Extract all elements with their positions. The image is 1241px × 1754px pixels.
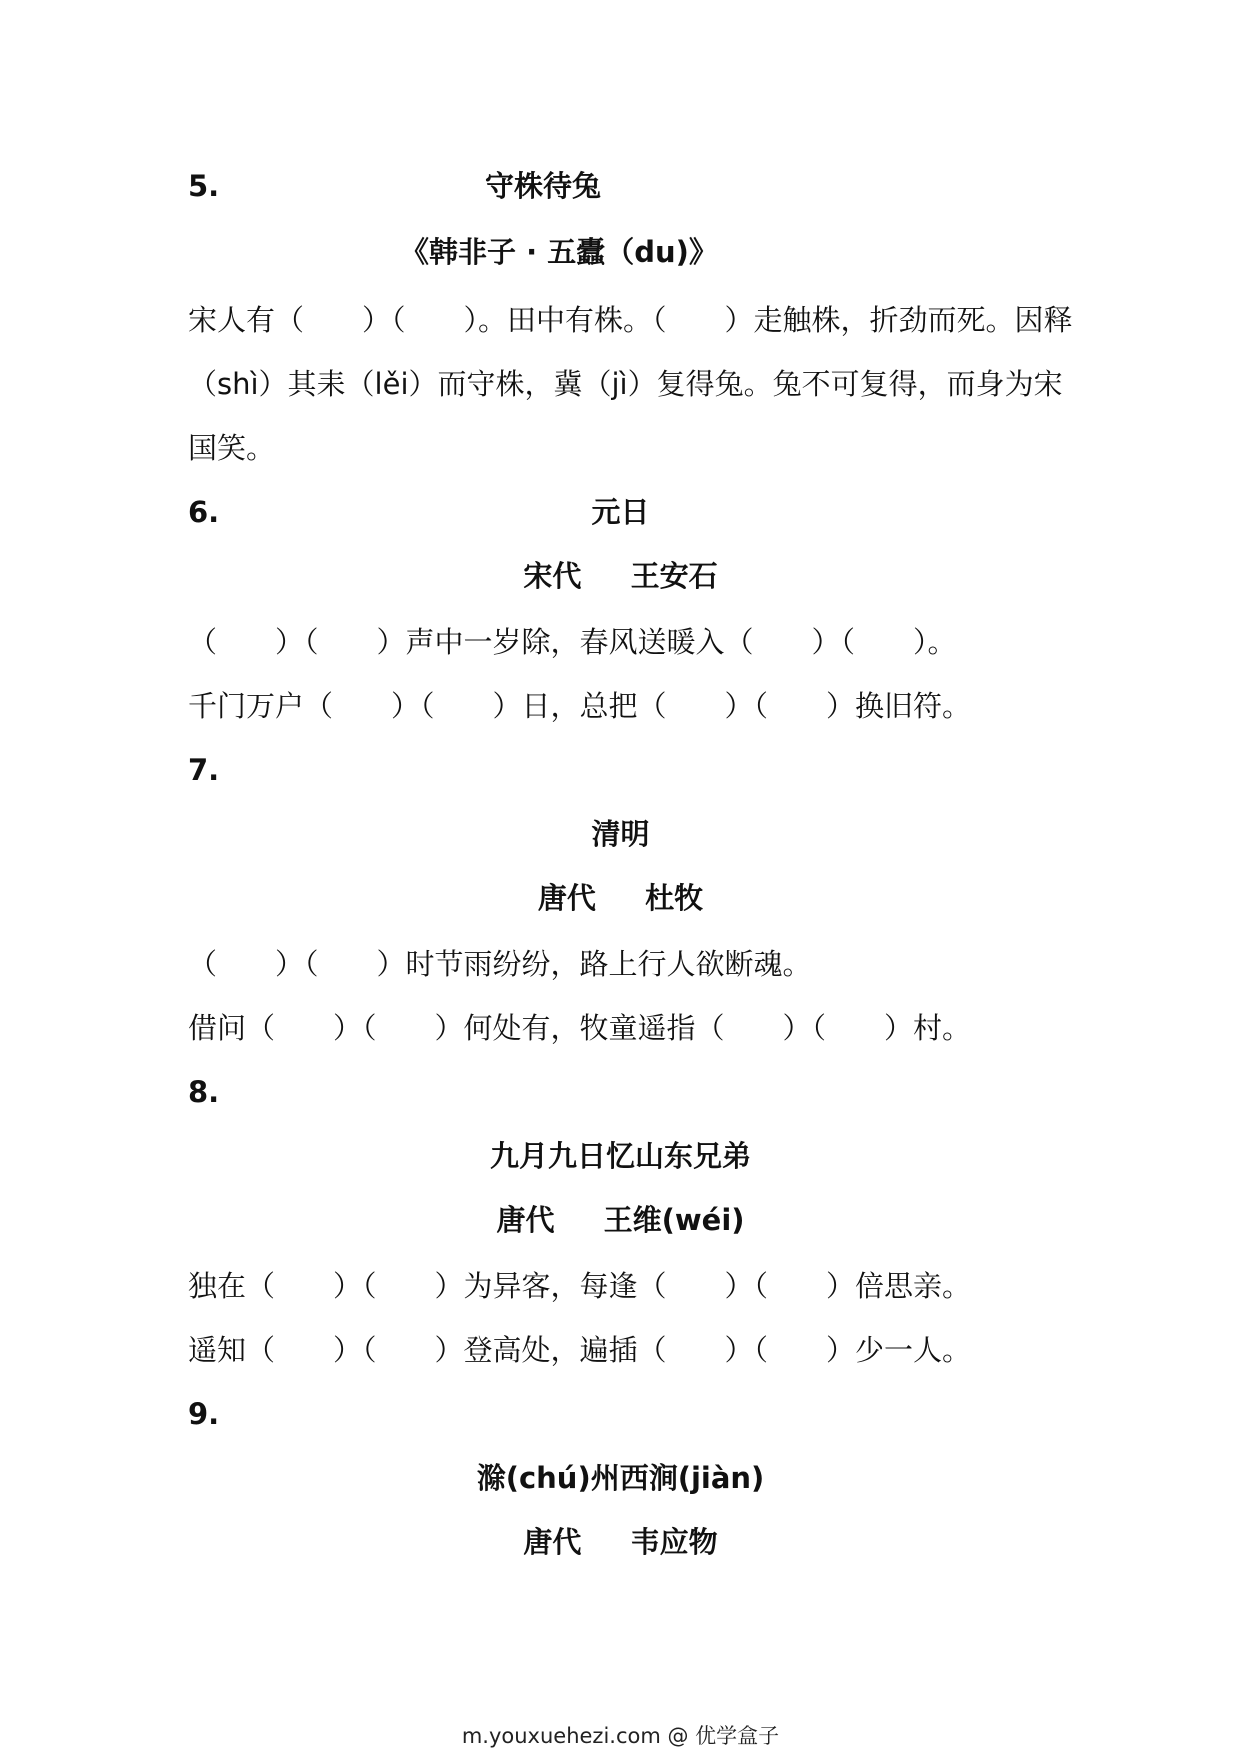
poem-7-title: 清明 [591, 817, 650, 851]
poem-7-line-2: 借问（ ）（ ）何处有，牧童遥指（ ）（ ）村。 [188, 1011, 972, 1045]
poem-6-line-1: （ ）（ ）声中一岁除，春风送暖入（ ）（ ）。 [188, 625, 957, 659]
poem-6-line-2: 千门万户（ ）（ ）日，总把（ ）（ ）换旧符。 [188, 689, 972, 723]
poem-8-number: 8. [188, 1075, 220, 1109]
poem-6-title: 元日 [591, 495, 650, 529]
poem-8-line-2: 遥知（ ）（ ）登高处，遍插（ ）（ ）少一人。 [188, 1333, 972, 1367]
poem-7-source: 唐代 杜牧 [537, 881, 704, 915]
poem-9-title: 滁(chú)州西涧(jiàn) [476, 1461, 765, 1495]
poem-6-source: 宋代 王安石 [523, 559, 718, 593]
poem-8-source: 唐代 王维(wéi) [496, 1203, 745, 1237]
poem-5-line-3: 国笑。 [188, 431, 276, 465]
poem-5-source: 《韩非子 · 五蠹（du)》 [400, 235, 718, 269]
page-footer-watermark: m.youxuehezi.com @ 优学盒子 [461, 1724, 780, 1748]
poem-5-line-2: （shì）其耒（lěi）而守株，冀（jì）复得兔。兔不可复得，而身为宋 [188, 367, 1063, 401]
poem-9-source: 唐代 韦应物 [523, 1525, 718, 1559]
poem-8-line-1: 独在（ ）（ ）为异客，每逢（ ）（ ）倍思亲。 [188, 1269, 972, 1303]
poem-5-title: 守株待兔 [485, 169, 602, 203]
poem-5-line-1: 宋人有（ ）（ ）。田中有株。（ ）走触株，折劲而死。因释 [188, 303, 1073, 337]
poem-7-line-1: （ ）（ ）时节雨纷纷，路上行人欲断魂。 [188, 947, 812, 981]
poem-9-number: 9. [188, 1397, 220, 1431]
poem-7-number: 7. [188, 753, 220, 787]
poem-8-title: 九月九日忆山东兄弟 [489, 1139, 751, 1173]
poem-5-number: 5. [188, 169, 220, 203]
poem-6-number: 6. [188, 495, 220, 529]
